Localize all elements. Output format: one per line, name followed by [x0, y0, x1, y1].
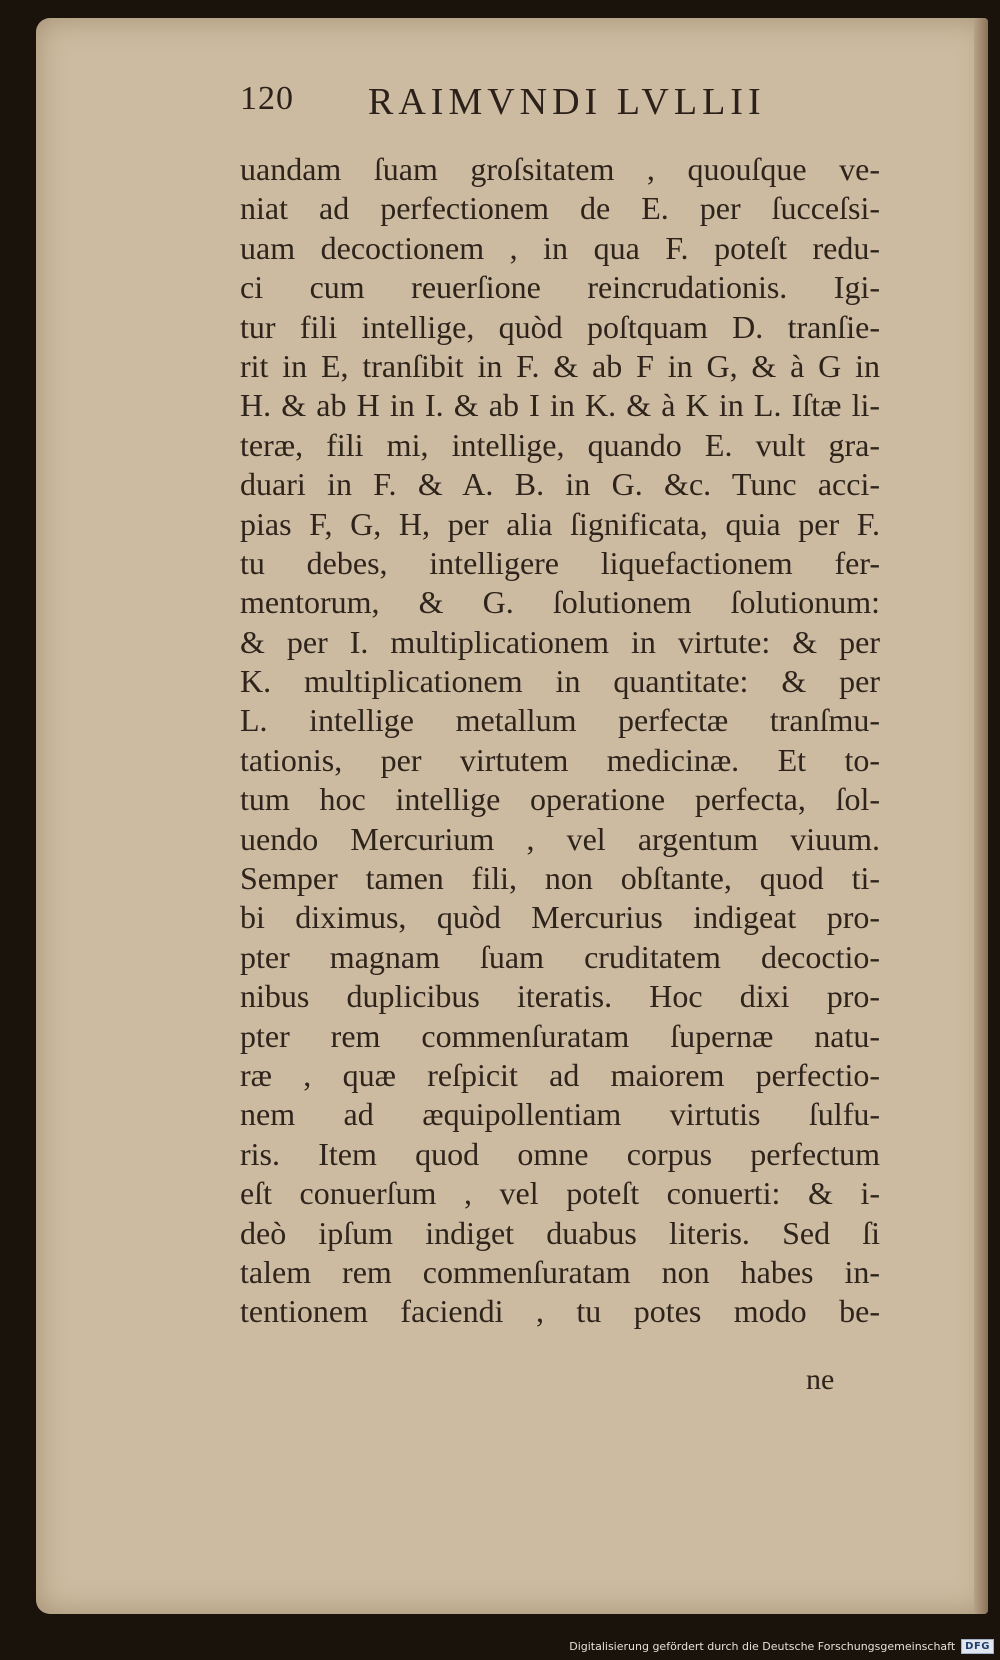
- text-line: uandam ſuam groſsitatem , quouſque ve-: [240, 151, 880, 187]
- text-line: Semper tamen fili, non obſtante, quod ti-: [240, 860, 880, 897]
- text-line: pter rem commenſuratam ſupernæ natu-: [240, 1017, 880, 1054]
- text-line: mentorum, & G. ſolutionem ſolutionum:: [240, 584, 880, 621]
- text-line: uendo Mercurium , vel argentum viuum.: [240, 820, 880, 857]
- text-line: tationis, per virtutem medicinæ. Et to-: [240, 741, 880, 778]
- text-line: deò ipſum indiget duabus literis. Sed ſi: [240, 1214, 880, 1251]
- running-title: RAIMVNDI LVLLII: [368, 81, 766, 123]
- body-text: [240, 150, 880, 1332]
- digitization-credit: [569, 1636, 994, 1656]
- text-line: ris. Item quod omne corpus perfectum: [240, 1135, 880, 1172]
- text-line: rit in E, tranſibit in F. & ab F in G, & à G in: [240, 347, 880, 384]
- text-line: duari in F. & A. B. in G. &c. Tunc acci-: [240, 466, 880, 503]
- catchword: ne: [806, 1363, 835, 1396]
- credit-text: Digitalisierung gefördert durch die Deutsche Forschungsgemeinschaft: [569, 1639, 956, 1653]
- text-line: ci cum reuerſione reincrudationis. Igi-: [240, 269, 880, 306]
- text-line: bi diximus, quòd Mercurius indigeat pro-: [240, 899, 880, 936]
- text-line: pias F, G, H, per alia ſignificata, quia per F.: [240, 505, 880, 542]
- text-line: uam decoctionem , in qua F. poteſt redu-: [240, 229, 880, 266]
- page-number: 120: [240, 80, 294, 117]
- text-line: nibus duplicibus iteratis. Hoc dixi pro-: [240, 978, 880, 1015]
- text-line: tur fili intellige, quòd poſtquam D. tranſie-: [240, 308, 880, 345]
- text-line: tu debes, intelligere liquefactionem fer-: [240, 544, 880, 581]
- text-line: tentionem faciendi , tu potes modo be-: [240, 1293, 880, 1330]
- text-line: pter magnam ſuam cruditatem decoctio-: [240, 938, 880, 975]
- text-line: L. intellige metallum perfectæ tranſmu-: [240, 702, 880, 739]
- text-line: talem rem commenſuratam non habes in-: [240, 1253, 880, 1290]
- text-line: & per I. multiplicationem in virtute: & per: [240, 623, 880, 660]
- text-line: nem ad æquipollentiam virtutis ſulfu-: [240, 1096, 880, 1133]
- page-edge: [974, 18, 988, 1614]
- running-head: [240, 80, 860, 130]
- dfg-logo: DFG: [961, 1639, 994, 1654]
- text-line: tum hoc intellige operatione perfecta, ſol-: [240, 781, 880, 818]
- text-line: ræ , quæ reſpicit ad maiorem perfectio-: [240, 1056, 880, 1093]
- text-line: eſt conuerſum , vel poteſt conuerti: & i-: [240, 1175, 880, 1212]
- text-line: K. multiplicationem in quantitate: & per: [240, 663, 880, 700]
- text-line: teræ, fili mi, intellige, quando E. vult gra-: [240, 426, 880, 463]
- text-line: H. & ab H in I. & ab I in K. & à K in L. Iſtæ li-: [240, 387, 880, 424]
- text-line: niat ad perfectionem de E. per ſucceſsi-: [240, 190, 880, 227]
